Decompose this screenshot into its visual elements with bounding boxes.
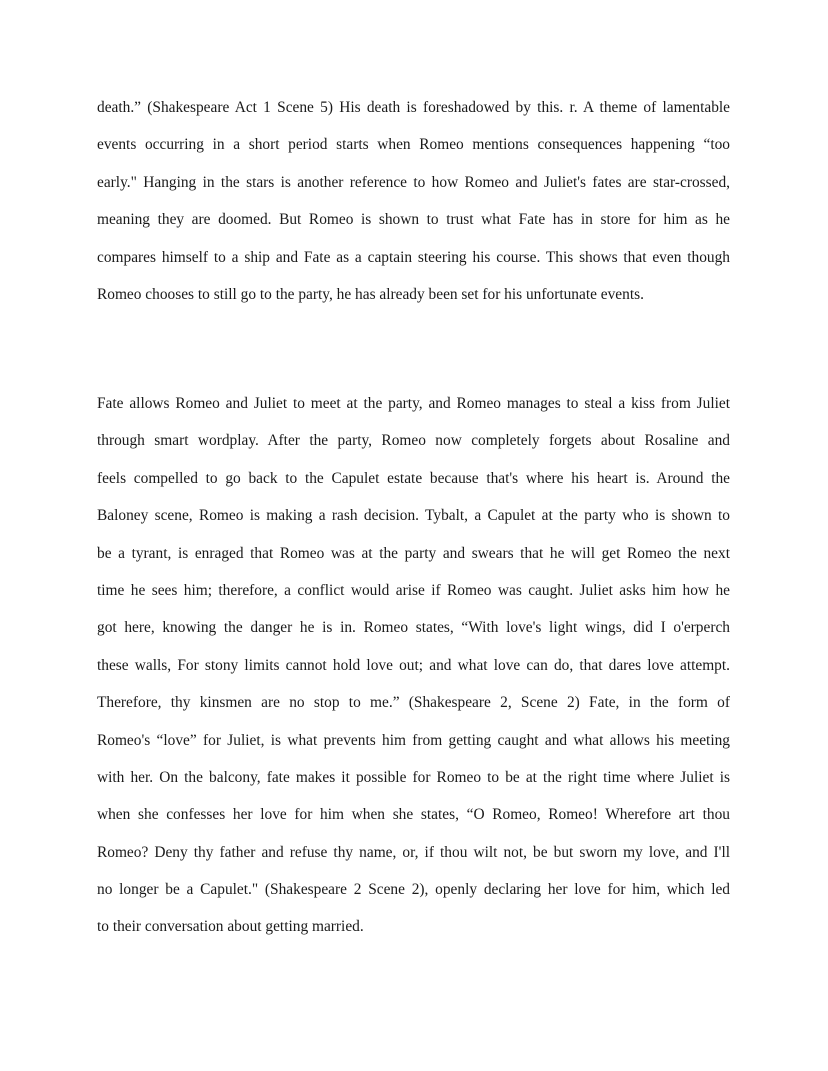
paragraph-line: no longer be a Capulet." (Shakespeare 2 Scene 2), openly declaring her love for him, which led	[97, 881, 730, 899]
paragraph-line: with her. On the balcony, fate makes it possible for Romeo to be at the right time where Juliet is	[97, 768, 730, 786]
paragraph-line: events occurring in a short period starts when Romeo mentions consequences happening “too	[97, 136, 730, 154]
paragraph-line: compares himself to a ship and Fate as a captain steering his course. This shows that even though	[97, 248, 730, 266]
paragraph-line: Romeo? Deny thy father and refuse thy name, or, if thou wilt not, be but sworn my love, and I'll	[97, 843, 730, 861]
paragraph-line: death.” (Shakespeare Act 1 Scene 5) His death is foreshadowed by this. r. A theme of lamentable	[97, 99, 730, 116]
paragraph-1	[97, 89, 730, 313]
paragraph-line: early." Hanging in the stars is another reference to how Romeo and Juliet's fates are star-crossed,	[97, 173, 730, 191]
paragraph-line: time he sees him; therefore, a conflict would arise if Romeo was caught. Juliet asks him how he	[97, 581, 730, 599]
paragraph-line: these walls, For stony limits cannot hold love out; and what love can do, that dares love attempt.	[97, 656, 730, 674]
paragraph-line: got here, knowing the danger he is in. Romeo states, “With love's light wings, did I o'erperch	[97, 619, 730, 637]
paragraph-line: Therefore, thy kinsmen are no stop to me.” (Shakespeare 2, Scene 2) Fate, in the form of	[97, 694, 730, 712]
paragraph-line: be a tyrant, is enraged that Romeo was at the party and swears that he will get Romeo the next	[97, 544, 730, 562]
paragraph-line: meaning they are doomed. But Romeo is shown to trust what Fate has in store for him as he	[97, 211, 730, 229]
paragraph-line: through smart wordplay. After the party, Romeo now completely forgets about Rosaline and	[97, 432, 730, 450]
paragraph-line: Baloney scene, Romeo is making a rash decision. Tybalt, a Capulet at the party who is shown to	[97, 507, 730, 525]
paragraph-2	[97, 385, 730, 946]
paragraph-line: when she confesses her love for him when she states, “O Romeo, Romeo! Wherefore art thou	[97, 806, 730, 824]
paragraph-line: Romeo's “love” for Juliet, is what prevents him from getting caught and what allows his meeting	[97, 731, 730, 749]
paragraph-line: Romeo chooses to still go to the party, he has already been set for his unfortunate events.	[97, 285, 644, 303]
paragraph-line: feels compelled to go back to the Capulet estate because that's where his heart is. Around the	[97, 469, 730, 487]
paragraph-line: Fate allows Romeo and Juliet to meet at the party, and Romeo manages to steal a kiss from Juliet	[97, 395, 730, 412]
paragraph-line: to their conversation about getting married.	[97, 918, 364, 936]
